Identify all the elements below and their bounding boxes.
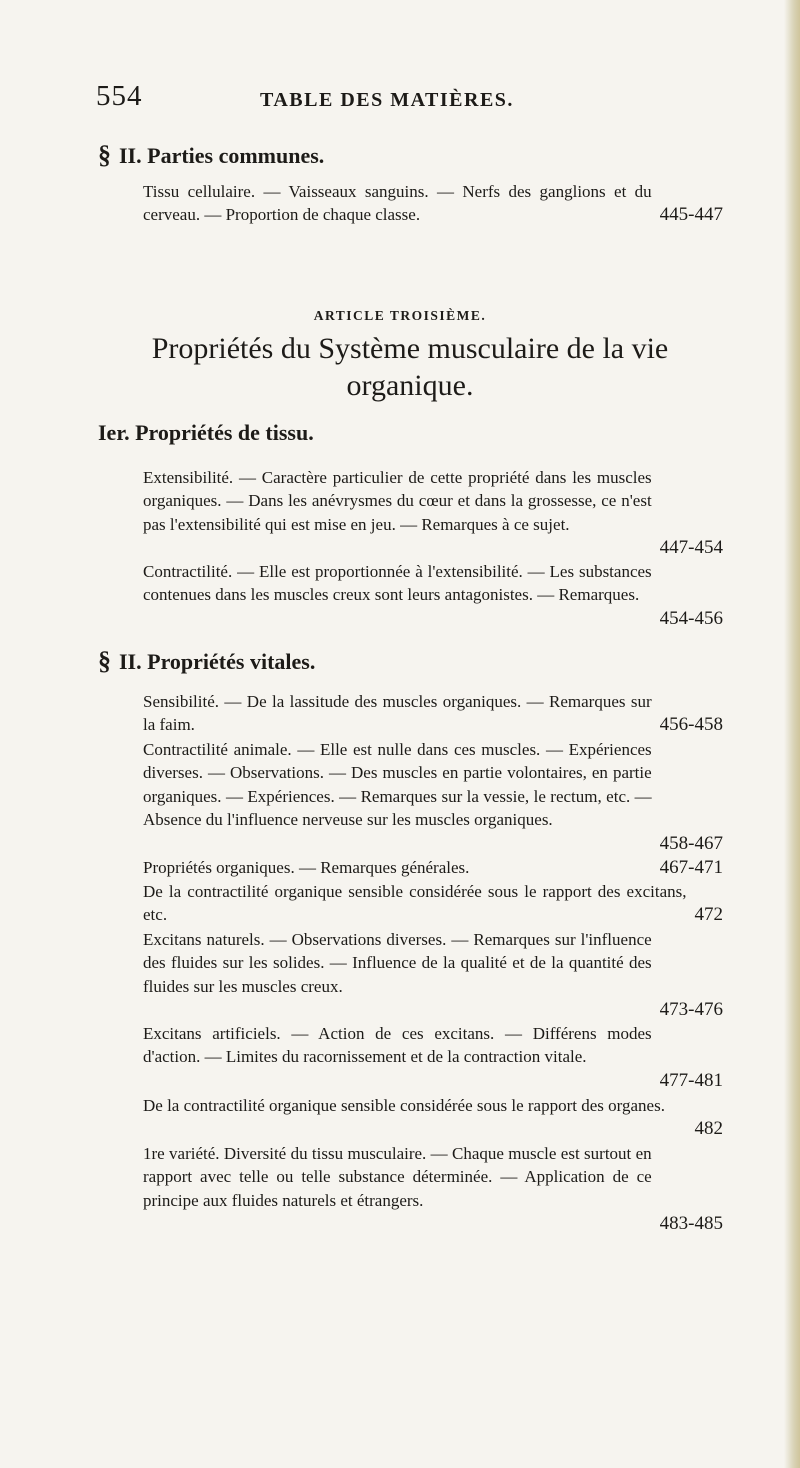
toc-entry xyxy=(143,560,723,630)
entry-text: De la contractilité organique sensible considérée sous le rapport des excitans, etc. xyxy=(143,882,687,925)
toc-entry xyxy=(143,880,723,927)
article-title xyxy=(60,330,760,404)
section-sign-icon: § xyxy=(98,646,111,675)
entry-text: 1re variété. Diversité du tissu musculaire. — Chaque muscle est surtout en rapport avec telle ou telle substance déterminée. — Application de ce principe aux fluides naturels et étrangers. xyxy=(143,1144,652,1210)
entry-text: Excitans naturels. — Observations diverses. — Remarques sur l'influence des fluides sur les solides. — Influence de la qualité et de la quantité des fluides sur les muscles creux. xyxy=(143,930,652,996)
section-title: Propriétés de tissu. xyxy=(135,420,314,445)
entry-pages: 454-456 xyxy=(659,608,723,629)
running-head xyxy=(96,80,736,120)
entry-pages: 472 xyxy=(694,904,723,925)
toc-entry xyxy=(143,1142,723,1235)
entry-pages: 483-485 xyxy=(659,1213,723,1234)
toc-entry xyxy=(143,1094,723,1140)
entry-text: Propriétés organiques. — Remarques générales. xyxy=(143,858,470,877)
page-number: 554 xyxy=(96,80,143,112)
section-title: Propriétés vitales. xyxy=(147,649,316,674)
section-number: II. xyxy=(119,143,142,168)
section-title: Parties communes. xyxy=(147,143,325,168)
section-proprietes-vitales xyxy=(98,646,315,676)
toc-entry xyxy=(143,738,723,855)
article-title-line: Propriétés du Système musculaire de la vie xyxy=(151,332,669,365)
entry-text: Sensibilité. — De la lassitude des muscles organiques. — Remarques sur la faim. xyxy=(143,692,652,735)
section-parties-communes xyxy=(98,140,324,170)
toc-entry xyxy=(143,466,723,559)
entry-text: Contractilité animale. — Elle est nulle dans ces muscles. — Expériences diverses. — Observations. — Des muscles en partie volontaires, en partie organiques. — Expériences. — Remarques sur la vessie, le rectum, etc. — Absence du l'influence nerveuse sur les muscles organiques. xyxy=(143,740,652,830)
section-number: II. xyxy=(119,649,142,674)
section-number: Ier. xyxy=(98,420,130,445)
section-proprietes-de-tissu xyxy=(98,420,314,446)
article-title-line: organique. xyxy=(346,369,474,402)
entry-pages: 477-481 xyxy=(659,1070,723,1091)
section-sign-icon: § xyxy=(98,140,111,169)
entry-pages: 467-471 xyxy=(659,857,723,878)
article-label: ARTICLE TROISIÈME. xyxy=(313,308,487,323)
toc-entry xyxy=(143,856,723,879)
toc-entry xyxy=(143,1022,723,1092)
entry-text: Excitans artificiels. — Action de ces excitans. — Différens modes d'action. — Limites du racornissement et de la contraction vitale. xyxy=(143,1024,652,1067)
running-title: TABLE DES MATIÈRES. xyxy=(260,89,514,111)
entry-text: Contractilité. — Elle est proportionnée à l'extensibilité. — Les substances contenues dans les muscles creux sont leurs antagonistes. — Remarques. xyxy=(143,562,652,605)
entry-pages: 473-476 xyxy=(659,999,723,1020)
entry-text: Tissu cellulaire. — Vaisseaux sanguins. — Nerfs des ganglions et du cerveau. — Proportion de chaque classe. xyxy=(143,182,652,225)
entry-pages: 458-467 xyxy=(659,833,723,854)
toc-entry xyxy=(143,690,723,737)
toc-entry xyxy=(143,180,723,227)
entry-text: Extensibilité. — Caractère particulier de cette propriété dans les muscles organiques. — Dans les anévrysmes du cœur et dans la grossesse, ce n'est pas l'extensibilité qui est mise en jeu. — Remarques à ce sujet. xyxy=(143,468,652,534)
entry-pages: 482 xyxy=(694,1118,723,1139)
entry-pages: 445-447 xyxy=(659,204,723,225)
page-edge xyxy=(784,0,800,1468)
entry-pages: 447-454 xyxy=(659,537,723,558)
entry-text: De la contractilité organique sensible considérée sous le rapport des organes. xyxy=(143,1096,665,1115)
entry-pages: 456-458 xyxy=(659,714,723,735)
toc-entry xyxy=(143,928,723,1021)
